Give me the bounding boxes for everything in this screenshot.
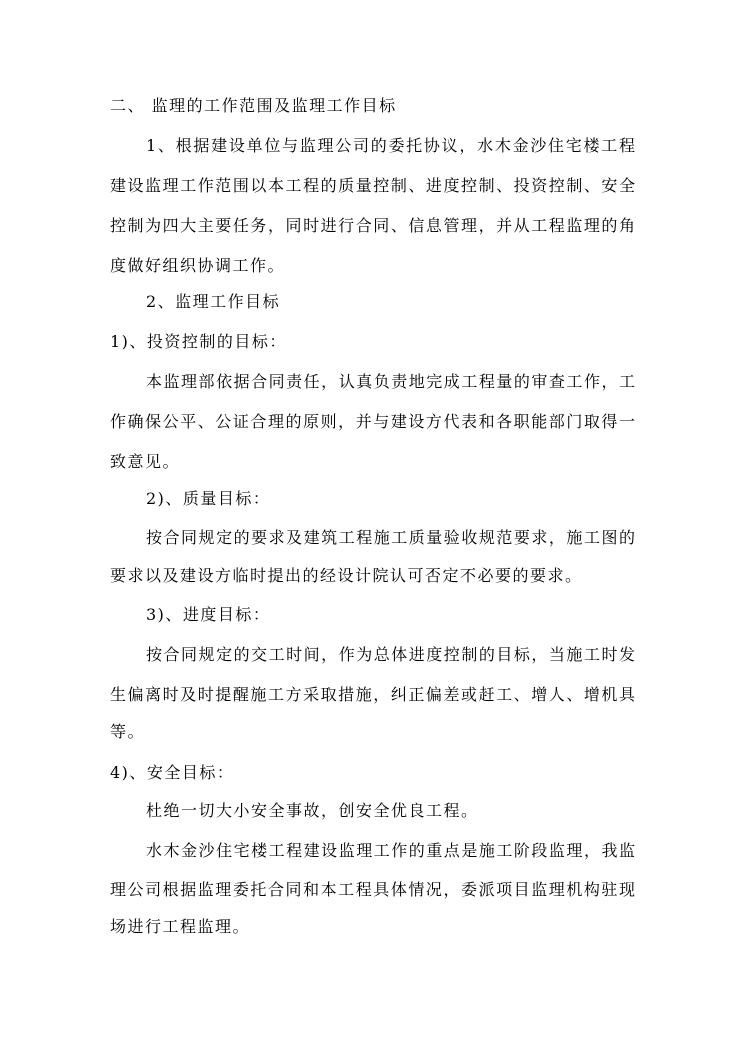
- final-paragraph-line-3: 场进行工程监理。: [110, 917, 251, 936]
- sub-1-heading: 1)、投资控制的目标：: [110, 332, 287, 351]
- paragraph-1-line-1: 1、根据建设单位与监理公司的委托协议，水木金沙住宅楼工程: [146, 136, 635, 155]
- sub-3-line-1: 按合同规定的交工时间，作为总体进度控制的目标，当施工时发: [146, 645, 635, 664]
- sub-2-line-2: 要求以及建设方临时提出的经设计院认可否定不必要的要求。: [110, 566, 583, 585]
- section-heading: 二、 监理的工作范围及监理工作目标: [110, 96, 397, 115]
- sub-3-heading: 3)、进度目标：: [146, 605, 271, 624]
- paragraph-1-line-2: 建设监理工作范围以本工程的质量控制、进度控制、投资控制、安全: [110, 176, 635, 195]
- sub-1-line-3: 致意见。: [110, 452, 181, 471]
- sub-4-heading: 4)、安全目标：: [110, 763, 235, 782]
- sub-2-heading: 2)、质量目标：: [146, 489, 271, 508]
- sub-4-line-1: 杜绝一切大小安全事故，创安全优良工程。: [146, 801, 479, 820]
- paragraph-1-line-3: 控制为四大主要任务，同时进行合同、信息管理，并从工程监理的角: [110, 216, 635, 235]
- final-paragraph-line-2: 理公司根据监理委托合同和本工程具体情况，委派项目监理机构驻现: [110, 880, 635, 899]
- sub-3-line-2: 生偏离时及时提醒施工方采取措施，纠正偏差或赶工、增人、增机具: [110, 685, 635, 704]
- item-2-heading: 2、监理工作目标: [146, 292, 281, 311]
- sub-1-line-1: 本监理部依据合同责任，认真负责地完成工程量的审查工作，工: [146, 372, 635, 391]
- sub-3-line-3: 等。: [110, 722, 146, 741]
- paragraph-1-line-4: 度做好组织协调工作。: [110, 256, 286, 275]
- sub-1-line-2: 作确保公平、公证合理的原则，并与建设方代表和各职能部门取得一: [110, 412, 635, 431]
- final-paragraph-line-1: 水木金沙住宅楼工程建设监理工作的重点是施工阶段监理，我监: [146, 841, 635, 860]
- sub-2-line-1: 按合同规定的要求及建筑工程施工质量验收规范要求，施工图的: [146, 528, 635, 547]
